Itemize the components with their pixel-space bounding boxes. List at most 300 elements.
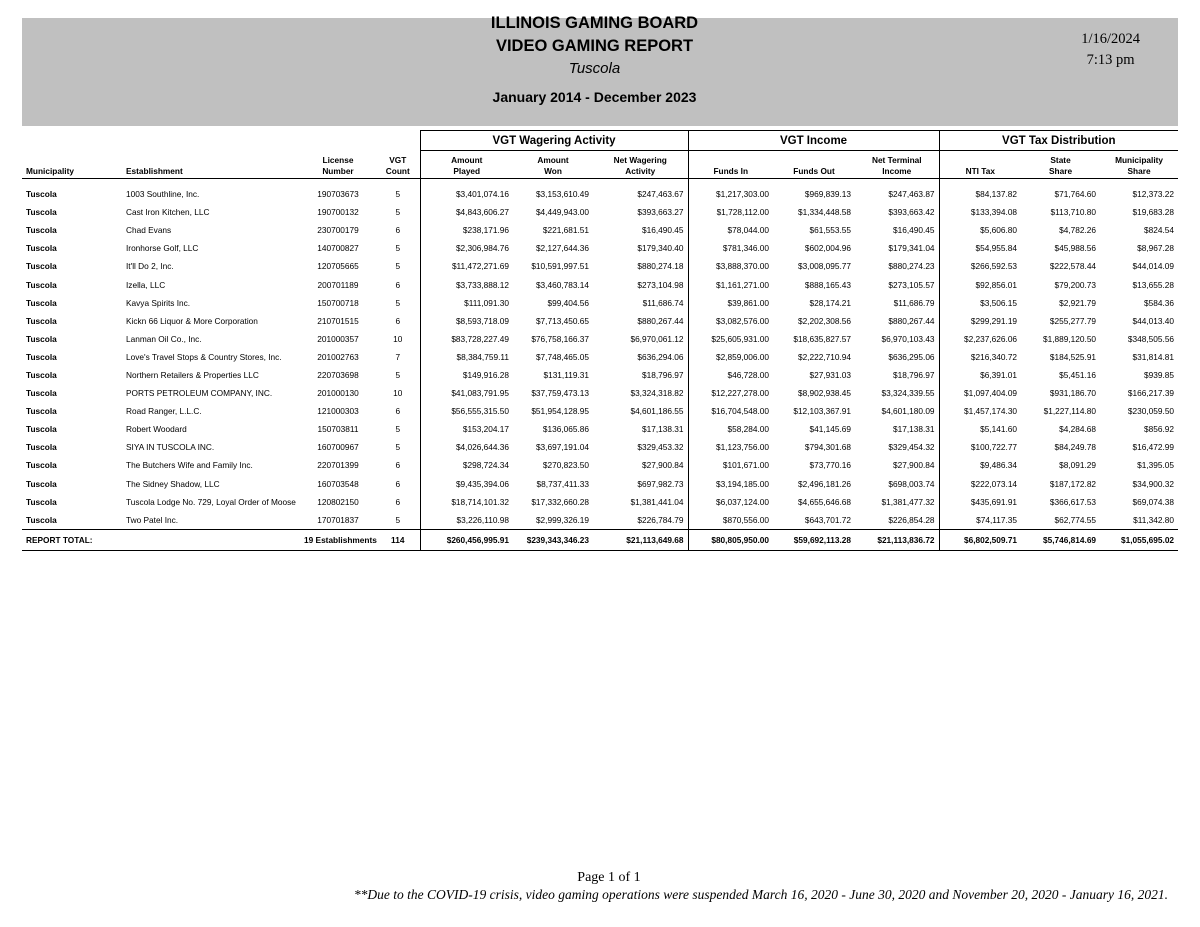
cell-net-wagering: $636,294.06	[637, 351, 684, 362]
cell-funds-out: $888,165.43	[804, 279, 852, 290]
cell-vgt-count: 10	[393, 388, 403, 399]
cell-amount-played: $3,401,074.16	[420, 179, 513, 204]
cell-net-wagering: $880,274.18	[637, 261, 684, 272]
cell-funds-in: $12,227,278.00	[688, 384, 773, 402]
cell-nti-tax: $84,137.82	[939, 179, 1021, 204]
cell-net-terminal-income: $27,900.84	[893, 460, 935, 471]
cell-amount-played: $8,593,718.09	[420, 312, 513, 330]
cell-vgt-count: 6	[395, 279, 401, 290]
cell-amount-played: $18,714,101.32	[420, 493, 513, 511]
cell-license-number: 220703698	[317, 369, 359, 380]
cell-vgt-count: 5	[395, 369, 401, 380]
table-row	[22, 475, 1178, 493]
cell-amount-won: $17,332,660.28	[531, 496, 589, 507]
report-total-row	[22, 529, 1178, 550]
cell-state-share: $931,186.70	[1049, 388, 1097, 399]
cell-amount-won: $76,758,166.37	[531, 333, 589, 344]
cell-funds-out: $28,174.21	[809, 297, 852, 308]
cell-municipality-share: $824.54	[1144, 225, 1175, 236]
cell-amount-played: $298,724.34	[420, 456, 513, 474]
cell-vgt-count: 6	[395, 406, 401, 417]
cell-municipality-share: $44,014.09	[1132, 261, 1175, 272]
cell-license-number: 150700718	[317, 297, 359, 308]
total-net-wagering: $21,113,649.68	[593, 529, 688, 550]
cell-funds-in: $3,888,370.00	[688, 257, 773, 275]
cell-municipality: Tuscola	[26, 351, 57, 362]
cell-nti-tax: $5,141.60	[939, 420, 1021, 438]
col-header-funds-out: Funds Out	[773, 151, 855, 179]
cell-nti-tax: $222,073.14	[939, 475, 1021, 493]
cell-net-wagering: $247,463.67	[637, 189, 684, 200]
table-row	[22, 402, 1178, 420]
cell-municipality: Tuscola	[26, 207, 57, 218]
group-income: VGT Income	[688, 131, 939, 151]
cell-funds-in: $1,217,303.00	[688, 179, 773, 204]
cell-municipality-share: $166,217.39	[1127, 388, 1175, 399]
cell-municipality: Tuscola	[26, 369, 57, 380]
cell-license-number: 230700179	[317, 225, 359, 236]
cell-establishment: The Sidney Shadow, LLC	[126, 478, 220, 489]
cell-municipality-share: $939.85	[1144, 369, 1175, 380]
table-row	[22, 493, 1178, 511]
cell-vgt-count: 5	[395, 189, 401, 200]
cell-net-terminal-income: $880,267.44	[888, 315, 935, 326]
cell-funds-out: $73,770.16	[809, 460, 852, 471]
table-row	[22, 179, 1178, 204]
report-time: 7:13 pm	[1086, 52, 1135, 68]
cell-nti-tax: $133,394.08	[939, 203, 1021, 221]
table-row	[22, 257, 1178, 275]
cell-vgt-count: 5	[395, 514, 401, 525]
cell-vgt-count: 5	[395, 243, 401, 254]
cell-amount-won: $37,759,473.13	[531, 388, 589, 399]
cell-municipality-share: $856.92	[1144, 424, 1175, 435]
cell-amount-played: $41,083,791.95	[420, 384, 513, 402]
cell-amount-won: $3,460,783.14	[535, 279, 589, 290]
cell-establishment: Izella, LLC	[126, 279, 166, 290]
cell-establishment: Road Ranger, L.L.C.	[126, 406, 202, 417]
cell-municipality: Tuscola	[26, 189, 57, 200]
cell-funds-out: $41,145.69	[809, 424, 852, 435]
cell-amount-won: $136,065.86	[542, 424, 589, 435]
cell-nti-tax: $9,486.34	[939, 456, 1021, 474]
cell-net-wagering: $6,970,061.12	[630, 333, 684, 344]
cell-amount-played: $238,171.96	[420, 221, 513, 239]
cell-establishment: 1003 Southline, Inc.	[126, 189, 200, 200]
cell-state-share: $2,921.79	[1059, 297, 1097, 308]
cell-municipality-share: $19,683.28	[1132, 207, 1175, 218]
cell-amount-played: $3,733,888.12	[420, 275, 513, 293]
cell-vgt-count: 10	[393, 333, 403, 344]
total-nti-tax: $6,802,509.71	[939, 529, 1021, 550]
total-amount-won: $239,343,346.23	[513, 529, 593, 550]
cell-municipality: Tuscola	[26, 478, 57, 489]
table-row	[22, 330, 1178, 348]
table-row	[22, 366, 1178, 384]
cell-net-terminal-income: $273,105.57	[888, 279, 935, 290]
cell-amount-won: $3,697,191.04	[535, 442, 589, 453]
cell-establishment: Love's Travel Stops & Country Stores, Inc.	[126, 351, 282, 362]
cell-amount-won: $3,153,610.49	[535, 189, 589, 200]
group-header-row	[22, 131, 1178, 151]
col-header-vgt-count: VGT Count	[376, 151, 420, 179]
cell-funds-in: $46,728.00	[688, 366, 773, 384]
cell-establishment: The Butchers Wife and Family Inc.	[126, 460, 253, 471]
cell-establishment: It'll Do 2, Inc.	[126, 261, 174, 272]
cell-funds-in: $78,044.00	[688, 221, 773, 239]
col-header-amount-won: Amount Won	[513, 151, 593, 179]
col-header-municipality-share: Municipality Share	[1100, 151, 1178, 179]
cell-funds-in: $1,161,271.00	[688, 275, 773, 293]
cell-state-share: $8,091.29	[1059, 460, 1097, 471]
cell-amount-played: $4,026,644.36	[420, 438, 513, 456]
location-subtitle: Tuscola	[568, 60, 621, 77]
covid-footnote: **Due to the COVID-19 crisis, video gaming operations were suspended March 16, 2020 - June 30, 2020 and November 20, 2020 - January 16, 2021.	[353, 887, 1168, 902]
cell-state-share: $5,451.16	[1059, 369, 1097, 380]
cell-state-share: $1,889,120.50	[1042, 333, 1097, 344]
cell-municipality: Tuscola	[26, 442, 57, 453]
cell-state-share: $187,172.82	[1049, 478, 1097, 489]
cell-establishment: Chad Evans	[126, 225, 172, 236]
cell-license-number: 200701189	[317, 279, 359, 290]
cell-net-terminal-income: $1,381,477.32	[881, 496, 935, 507]
cell-municipality: Tuscola	[26, 297, 57, 308]
cell-nti-tax: $54,955.84	[939, 239, 1021, 257]
cell-vgt-count: 5	[395, 261, 401, 272]
cell-nti-tax: $435,691.91	[939, 493, 1021, 511]
cell-license-number: 160703548	[317, 478, 359, 489]
report-title-block	[0, 12, 1189, 106]
cell-municipality: Tuscola	[26, 460, 57, 471]
cell-amount-won: $2,127,644.36	[535, 243, 589, 254]
cell-vgt-count: 6	[395, 496, 401, 507]
cell-license-number: 210701515	[317, 315, 359, 326]
cell-license-number: 190700132	[317, 207, 359, 218]
table-row	[22, 203, 1178, 221]
cell-amount-played: $3,226,110.98	[420, 511, 513, 530]
cell-funds-out: $18,635,827.57	[793, 333, 852, 344]
cell-state-share: $84,249.78	[1054, 442, 1097, 453]
cell-funds-in: $3,082,576.00	[688, 312, 773, 330]
cell-establishment: Northern Retailers & Properties LLC	[126, 369, 259, 380]
cell-amount-played: $83,728,227.49	[420, 330, 513, 348]
cell-net-terminal-income: $17,138.31	[893, 424, 935, 435]
cell-vgt-count: 7	[395, 351, 401, 362]
cell-net-wagering: $27,900.84	[641, 460, 684, 471]
cell-amount-won: $51,954,128.95	[531, 406, 589, 417]
col-header-funds-in: Funds In	[688, 151, 773, 179]
cell-funds-out: $3,008,095.77	[797, 261, 852, 272]
cell-funds-out: $643,701.72	[804, 514, 852, 525]
total-state-share: $5,746,814.69	[1021, 529, 1100, 550]
cell-municipality-share: $31,814.81	[1132, 351, 1175, 362]
col-header-license-number: License Number	[300, 151, 376, 179]
cell-amount-played: $111,091.30	[420, 294, 513, 312]
cell-amount-played: $4,843,606.27	[420, 203, 513, 221]
cell-net-terminal-income: $179,341.04	[888, 243, 935, 254]
cell-funds-in: $870,556.00	[688, 511, 773, 530]
cell-amount-played: $11,472,271.69	[420, 257, 513, 275]
cell-state-share: $255,277.79	[1049, 315, 1097, 326]
cell-state-share: $1,227,114.80	[1043, 406, 1097, 417]
cell-municipality: Tuscola	[26, 225, 57, 236]
cell-net-terminal-income: $329,454.32	[888, 442, 935, 453]
cell-net-terminal-income: $18,796.97	[893, 369, 935, 380]
cell-funds-in: $39,861.00	[688, 294, 773, 312]
cell-municipality-share: $16,472.99	[1132, 442, 1175, 453]
cell-funds-out: $1,334,448.58	[797, 207, 852, 218]
report-body	[22, 179, 1178, 530]
total-municipality-share: $1,055,695.02	[1100, 529, 1178, 550]
cell-net-wagering: $11,686.74	[642, 297, 684, 308]
cell-license-number: 190703673	[317, 189, 359, 200]
cell-net-wagering: $393,663.27	[637, 207, 684, 218]
cell-net-terminal-income: $11,686.79	[893, 297, 935, 308]
cell-nti-tax: $3,506.15	[939, 294, 1021, 312]
cell-funds-out: $794,301.68	[804, 442, 852, 453]
table-row	[22, 275, 1178, 293]
cell-funds-out: $27,931.03	[809, 369, 852, 380]
cell-amount-played: $56,555,315.50	[420, 402, 513, 420]
cell-funds-out: $4,655,646.68	[797, 496, 852, 507]
cell-establishment: Kickn 66 Liquor & More Corporation	[126, 315, 258, 326]
group-wagering: VGT Wagering Activity	[420, 131, 688, 151]
table-row	[22, 438, 1178, 456]
cell-net-terminal-income: $3,324,339.55	[881, 388, 935, 399]
table-row	[22, 420, 1178, 438]
cell-amount-played: $153,204.17	[420, 420, 513, 438]
cell-municipality: Tuscola	[26, 424, 57, 435]
cell-establishment: Robert Woodard	[126, 424, 187, 435]
cell-state-share: $113,710.80	[1050, 207, 1097, 218]
cell-license-number: 201000357	[317, 333, 359, 344]
cell-amount-won: $221,681.51	[542, 225, 589, 236]
cell-amount-won: $4,449,943.00	[535, 207, 589, 218]
cell-amount-played: $149,916.28	[420, 366, 513, 384]
page-number: Page 1 of 1	[577, 870, 641, 885]
cell-municipality: Tuscola	[26, 243, 57, 254]
cell-net-terminal-income: $247,463.87	[888, 189, 935, 200]
cell-net-wagering: $179,340.40	[637, 243, 684, 254]
cell-funds-in: $25,605,931.00	[688, 330, 773, 348]
cell-state-share: $45,988.56	[1054, 243, 1097, 254]
cell-municipality-share: $69,074.38	[1132, 496, 1175, 507]
cell-municipality: Tuscola	[26, 496, 57, 507]
report-period: January 2014 - December 2023	[492, 89, 697, 105]
cell-license-number: 150703811	[317, 424, 359, 435]
cell-vgt-count: 5	[395, 424, 401, 435]
cell-net-wagering: $4,601,186.55	[630, 406, 684, 417]
cell-municipality-share: $11,342.80	[1133, 514, 1175, 525]
cell-municipality: Tuscola	[26, 388, 57, 399]
cell-license-number: 201000130	[317, 388, 359, 399]
cell-net-wagering: $329,453.32	[637, 442, 684, 453]
cell-license-number: 120802150	[317, 496, 359, 507]
cell-municipality: Tuscola	[26, 333, 57, 344]
cell-municipality-share: $12,373.22	[1132, 189, 1175, 200]
column-header-row	[22, 151, 1178, 179]
cell-municipality-share: $34,900.32	[1132, 478, 1175, 489]
table-row	[22, 312, 1178, 330]
cell-municipality: Tuscola	[26, 406, 57, 417]
cell-funds-out: $2,496,181.26	[797, 478, 852, 489]
table-row	[22, 456, 1178, 474]
cell-amount-played: $2,306,984.76	[420, 239, 513, 257]
col-header-state-share: State Share	[1021, 151, 1100, 179]
cell-net-wagering: $880,267.44	[637, 315, 684, 326]
cell-funds-out: $61,553.55	[809, 225, 852, 236]
cell-vgt-count: 6	[395, 478, 401, 489]
cell-net-wagering: $226,784.79	[637, 514, 684, 525]
cell-funds-in: $1,123,756.00	[688, 438, 773, 456]
cell-net-terminal-income: $16,490.45	[893, 225, 935, 236]
cell-municipality-share: $1,395.05	[1137, 460, 1175, 471]
total-count: 114	[376, 529, 420, 550]
total-net-terminal: $21,113,836.72	[855, 529, 939, 550]
col-header-nti-tax: NTI Tax	[939, 151, 1021, 179]
cell-funds-out: $2,222,710.94	[797, 351, 852, 362]
cell-municipality-share: $348,505.56	[1127, 333, 1175, 344]
cell-nti-tax: $74,117.35	[939, 511, 1021, 530]
cell-funds-in: $3,194,185.00	[688, 475, 773, 493]
cell-amount-won: $7,748,465.05	[535, 351, 589, 362]
cell-municipality: Tuscola	[26, 279, 57, 290]
cell-net-wagering: $1,381,441.04	[630, 496, 684, 507]
cell-establishment: Ironhorse Golf, LLC	[126, 243, 199, 254]
table-row	[22, 294, 1178, 312]
report-title: VIDEO GAMING REPORT	[495, 37, 694, 55]
cell-vgt-count: 5	[395, 442, 401, 453]
cell-state-share: $366,617.53	[1049, 496, 1097, 507]
cell-establishment: Cast Iron Kitchen, LLC	[126, 207, 210, 218]
table-row	[22, 511, 1178, 530]
cell-establishment: SIYA IN TUSCOLA INC.	[126, 442, 215, 453]
cell-establishment: Lanman Oil Co., Inc.	[126, 333, 202, 344]
cell-funds-in: $1,728,112.00	[688, 203, 773, 221]
cell-vgt-count: 6	[395, 225, 401, 236]
col-header-amount-played: Amount Played	[420, 151, 513, 179]
cell-municipality-share: $44,013.40	[1132, 315, 1175, 326]
total-label: REPORT TOTAL:	[22, 529, 122, 550]
cell-municipality-share: $8,967.28	[1137, 243, 1175, 254]
cell-net-terminal-income: $6,970,103.43	[881, 333, 935, 344]
cell-license-number: 121000303	[317, 406, 359, 417]
col-header-net-terminal-income: Net Terminal Income	[855, 151, 939, 179]
cell-license-number: 201002763	[317, 351, 359, 362]
total-establishments: 19 Establishments	[300, 529, 376, 550]
cell-municipality-share: $584.36	[1144, 297, 1175, 308]
table-row	[22, 348, 1178, 366]
cell-amount-played: $9,435,394.06	[420, 475, 513, 493]
org-title: ILLINOIS GAMING BOARD	[490, 14, 699, 32]
table-row	[22, 221, 1178, 239]
cell-vgt-count: 6	[395, 460, 401, 471]
total-funds-out: $59,692,113.28	[773, 529, 855, 550]
cell-net-wagering: $3,324,318.82	[630, 388, 684, 399]
cell-establishment: Tuscola Lodge No. 729, Loyal Order of Moose	[126, 496, 296, 507]
cell-license-number: 160700967	[317, 442, 359, 453]
cell-state-share: $222,578.44	[1049, 261, 1097, 272]
cell-funds-in: $2,859,006.00	[688, 348, 773, 366]
cell-net-terminal-income: $393,663.42	[888, 207, 935, 218]
cell-nti-tax: $216,340.72	[939, 348, 1021, 366]
cell-funds-in: $58,284.00	[688, 420, 773, 438]
cell-nti-tax: $299,291.19	[939, 312, 1021, 330]
cell-funds-out: $8,902,938.45	[797, 388, 852, 399]
cell-funds-in: $6,037,124.00	[688, 493, 773, 511]
cell-vgt-count: 5	[395, 207, 401, 218]
cell-amount-won: $131,119.31	[543, 369, 589, 380]
cell-funds-out: $969,839.13	[804, 189, 852, 200]
cell-license-number: 120705665	[317, 261, 359, 272]
cell-net-terminal-income: $636,295.06	[888, 351, 935, 362]
cell-funds-in: $781,346.00	[688, 239, 773, 257]
cell-municipality: Tuscola	[26, 315, 57, 326]
col-header-establishment: Establishment	[122, 151, 300, 179]
report-date: 1/16/2024	[1081, 31, 1140, 47]
cell-state-share: $62,774.55	[1054, 514, 1097, 525]
cell-amount-won: $7,713,450.65	[535, 315, 589, 326]
cell-net-wagering: $697,982.73	[637, 478, 684, 489]
cell-amount-played: $8,384,759.11	[420, 348, 513, 366]
cell-nti-tax: $92,856.01	[939, 275, 1021, 293]
total-funds-in: $80,805,950.00	[688, 529, 773, 550]
cell-net-wagering: $18,796.97	[641, 369, 684, 380]
cell-state-share: $184,525.91	[1049, 351, 1097, 362]
cell-nti-tax: $1,097,404.09	[939, 384, 1021, 402]
col-header-net-wagering: Net Wagering Activity	[593, 151, 688, 179]
cell-net-wagering: $16,490.45	[641, 225, 684, 236]
cell-net-wagering: $273,104.98	[637, 279, 684, 290]
table-row	[22, 384, 1178, 402]
cell-nti-tax: $2,237,626.06	[939, 330, 1021, 348]
cell-net-terminal-income: $880,274.23	[888, 261, 935, 272]
cell-funds-in: $16,704,548.00	[688, 402, 773, 420]
cell-amount-won: $8,737,411.33	[536, 478, 589, 489]
cell-nti-tax: $100,722.77	[939, 438, 1021, 456]
cell-net-wagering: $17,138.31	[641, 424, 684, 435]
col-header-municipality: Municipality	[22, 151, 122, 179]
cell-establishment: Kavya Spirits Inc.	[126, 297, 191, 308]
cell-state-share: $79,200.73	[1054, 279, 1097, 290]
cell-license-number: 140700827	[317, 243, 359, 254]
cell-net-terminal-income: $4,601,180.09	[881, 406, 935, 417]
table-row	[22, 239, 1178, 257]
cell-amount-won: $270,823.50	[542, 460, 589, 471]
cell-funds-in: $101,671.00	[688, 456, 773, 474]
cell-establishment: PORTS PETROLEUM COMPANY, INC.	[126, 388, 273, 399]
cell-vgt-count: 5	[395, 297, 401, 308]
cell-nti-tax: $1,457,174.30	[939, 402, 1021, 420]
group-tax: VGT Tax Distribution	[939, 131, 1178, 151]
cell-state-share: $4,782.26	[1059, 225, 1097, 236]
cell-funds-out: $2,202,308.56	[797, 315, 852, 326]
cell-nti-tax: $266,592.53	[939, 257, 1021, 275]
cell-funds-out: $602,004.96	[804, 243, 852, 254]
gaming-report-table	[22, 130, 1178, 551]
cell-municipality: Tuscola	[26, 514, 57, 525]
cell-state-share: $71,764.60	[1054, 189, 1097, 200]
cell-license-number: 170701837	[317, 514, 359, 525]
cell-amount-won: $99,404.56	[547, 297, 589, 308]
total-amount-played: $260,456,995.91	[420, 529, 513, 550]
cell-municipality-share: $13,655.28	[1132, 279, 1175, 290]
cell-amount-won: $10,591,997.51	[531, 261, 589, 272]
cell-funds-out: $12,103,367.91	[793, 406, 852, 417]
cell-net-terminal-income: $226,854.28	[888, 514, 935, 525]
report-datetime	[1081, 29, 1140, 71]
cell-nti-tax: $5,606.80	[939, 221, 1021, 239]
